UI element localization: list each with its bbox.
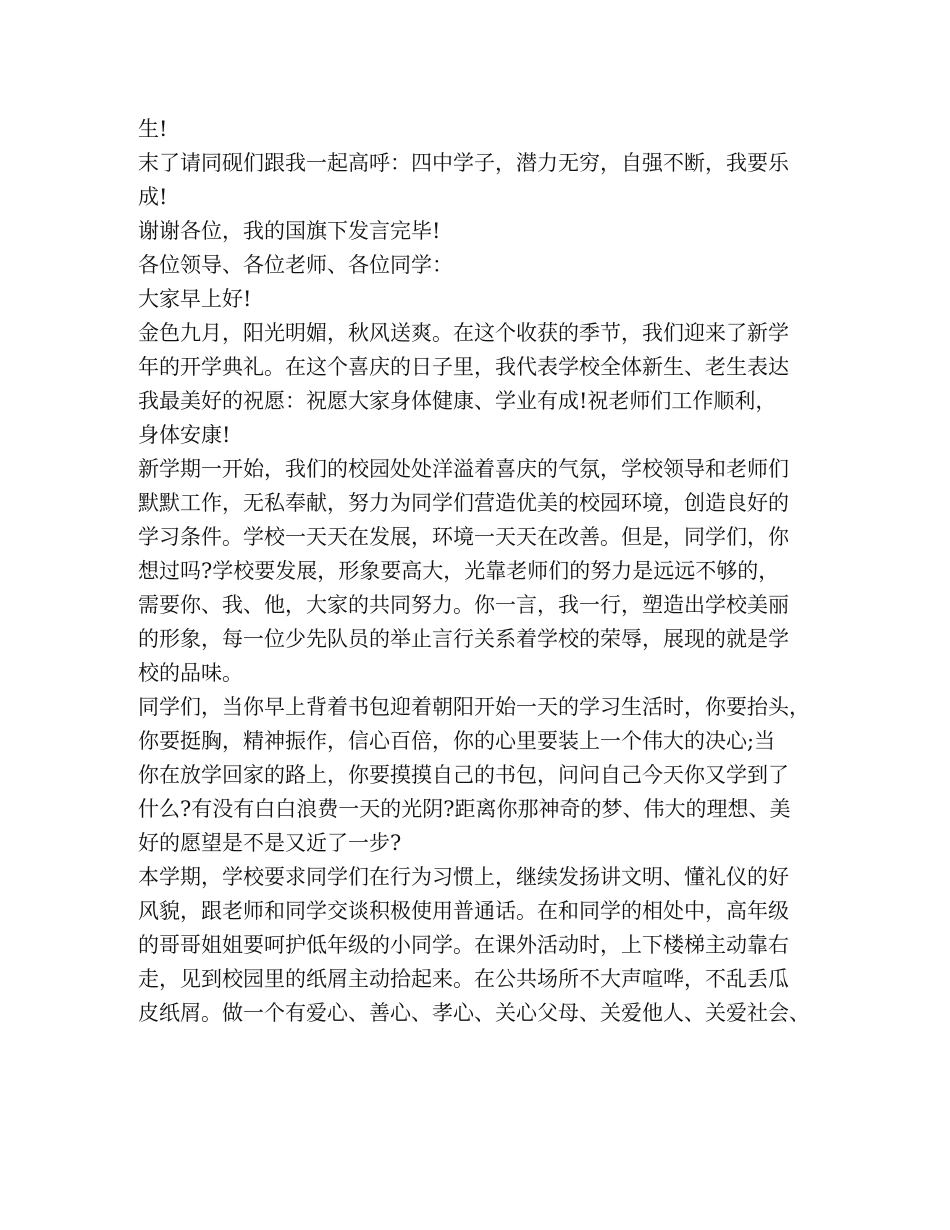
text-line: 学习条件。学校一天天在发展，环境一天天在改善。但是，同学们，你 <box>138 525 789 549</box>
text-line: 你要挺胸，精神振作，信心百倍，你的心里要装上一个伟大的决心;当 <box>138 729 776 753</box>
text-line: 同学们，当你早上背着书包迎着朝阳开始一天的学习生活时，你要抬头， <box>138 695 810 719</box>
text-line: 想过吗?学校要发展，形象要高大，光靠老师们的努力是远远不够的， <box>138 559 780 583</box>
text-line: 校的品味。 <box>138 661 243 685</box>
text-line: 各位领导、各位老师、各位同学： <box>138 253 453 277</box>
text-line: 年的开学典礼。在这个喜庆的日子里，我代表学校全体新生、老生表达 <box>138 355 789 379</box>
text-line: 皮纸屑。做一个有爱心、善心、孝心、关心父母、关爱他人、关爱社会、 <box>138 1001 810 1025</box>
document-body <box>138 112 828 1030</box>
text-line: 风貌，跟老师和同学交谈积极使用普通话。在和同学的相处中，高年级 <box>138 899 789 923</box>
text-line: 成! <box>138 185 168 209</box>
text-line: 末了请同砚们跟我一起高呼：四中学子，潜力无穷，自强不断，我要乐 <box>138 151 789 175</box>
text-line: 的形象，每一位少先队员的举止言行关系着学校的荣辱，展现的就是学 <box>138 627 789 651</box>
text-line: 谢谢各位，我的国旗下发言完毕! <box>138 219 441 243</box>
text-line: 金色九月，阳光明媚，秋风送爽。在这个收获的季节，我们迎来了新学 <box>138 321 789 345</box>
text-line: 身体安康! <box>138 423 231 447</box>
text-line: 你在放学回家的路上，你要摸摸自己的书包，问问自己今天你又学到了 <box>138 763 789 787</box>
text-line: 生! <box>138 117 168 141</box>
text-line: 需要你、我、他，大家的共同努力。你一言，我一行，塑造出学校美丽 <box>138 593 789 617</box>
text-line: 好的愿望是不是又近了一步? <box>138 831 402 855</box>
text-line: 什么?有没有白白浪费一天的光阴?距离你那神奇的梦、伟大的理想、美 <box>138 797 791 821</box>
text-line: 新学期一开始，我们的校园处处洋溢着喜庆的气氛，学校领导和老师们 <box>138 457 789 481</box>
text-line: 走，见到校园里的纸屑主动拾起来。在公共场所不大声喧哗，不乱丢瓜 <box>138 967 789 991</box>
text-line: 的哥哥姐姐要呵护低年级的小同学。在课外活动时，上下楼梯主动靠右 <box>138 933 789 957</box>
text-line: 我最美好的祝愿：祝愿大家身体健康、学业有成!祝老师们工作顺利， <box>138 389 777 413</box>
text-line: 大家早上好! <box>138 287 252 311</box>
text-line: 默默工作，无私奉献，努力为同学们营造优美的校园环境，创造良好的 <box>138 491 789 515</box>
text-line: 本学期，学校要求同学们在行为习惯上，继续发扬讲文明、懂礼仪的好 <box>138 865 789 889</box>
